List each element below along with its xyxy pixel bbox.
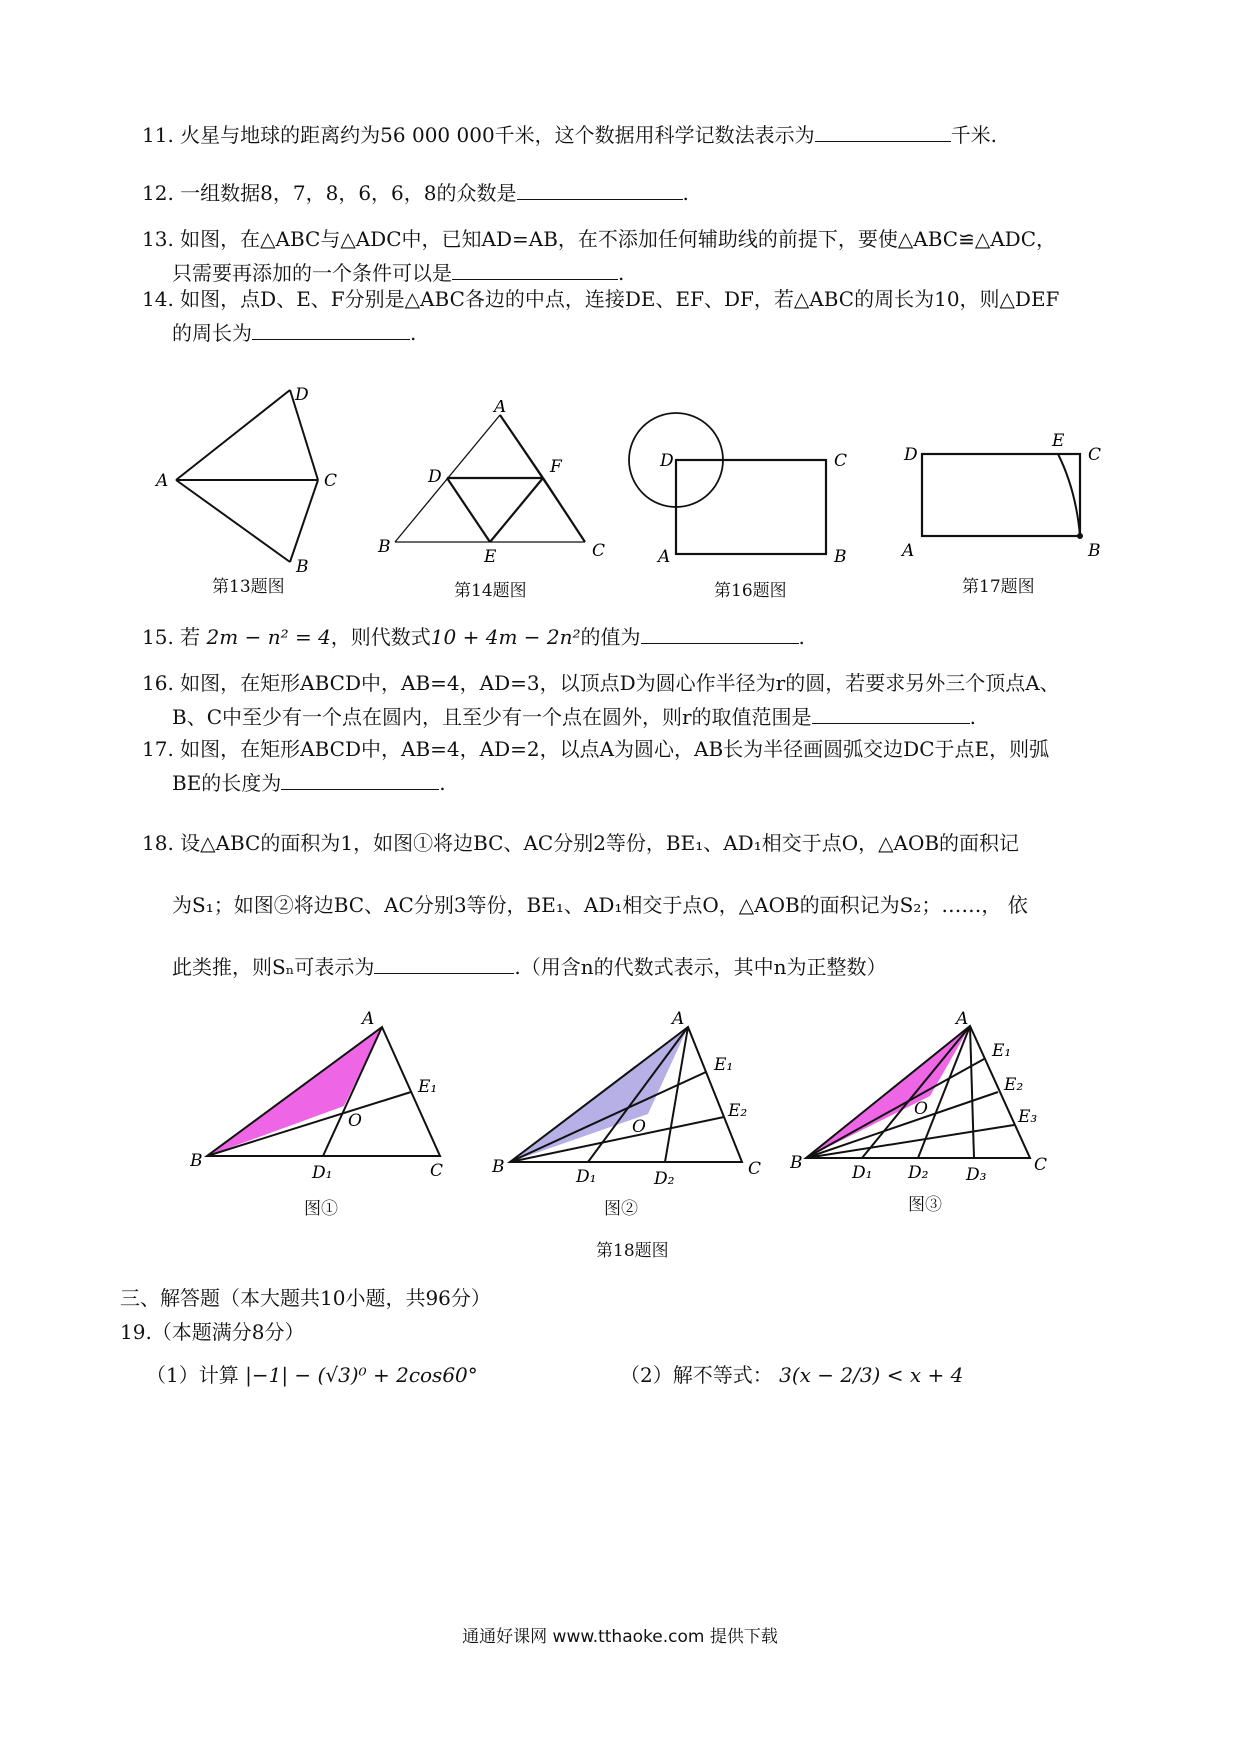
fig18-3-label-E1: E₁ xyxy=(992,1041,1012,1061)
fig14-edge-DE xyxy=(447,478,490,542)
fig17-label-C: C xyxy=(1088,445,1102,465)
q18-line1: 18. 设△ABC的面积为1，如图①将边BC、AC分别2等份，BE₁、AD₁相交于点O，△AOB的面积记 xyxy=(142,831,1020,855)
fig17-label-A: A xyxy=(902,541,915,561)
q12-text: 12. 一组数据8，7，8，6，6，8的众数是 xyxy=(142,181,517,205)
q14-end: . xyxy=(410,321,417,345)
q11-unit: 千米. xyxy=(950,123,998,147)
q16-answer-blank xyxy=(812,701,970,724)
q15-answer-blank xyxy=(641,621,799,644)
fig14-label-E: E xyxy=(484,547,497,567)
question-14 xyxy=(142,282,1122,350)
fig17-rectangle xyxy=(922,454,1080,536)
q18-line3a: 此类推，则Sₙ可表示为 xyxy=(172,955,375,979)
q12-answer-blank xyxy=(517,177,683,200)
question-16 xyxy=(142,666,1122,734)
fig14-label-F: F xyxy=(550,457,562,477)
figure-14 xyxy=(370,400,610,570)
fig13-edge-AD xyxy=(176,390,290,480)
question-11 xyxy=(142,118,1122,152)
fig18-1-label-O: O xyxy=(348,1111,362,1131)
fig16-rectangle xyxy=(676,460,826,554)
fig16-label-A: A xyxy=(658,547,671,567)
fig18-2-label-A: A xyxy=(672,1010,685,1029)
fig17-label-B: B xyxy=(1088,541,1101,561)
caption-fig17: 第17题图 xyxy=(962,577,1035,597)
fig16-label-D: D xyxy=(660,451,674,471)
caption-fig14: 第14题图 xyxy=(454,581,527,601)
fig18-1-label-D1: D₁ xyxy=(312,1163,333,1183)
q14-line2: 的周长为 xyxy=(172,321,252,345)
fig13-label-C: C xyxy=(324,471,338,491)
q19-part2-label: （2）解不等式： xyxy=(620,1363,773,1387)
q16-line2: B、C中至少有一个点在圆内，且至少有一个点在圆外，则r的取值范围是 xyxy=(172,705,812,729)
figure-18-3 xyxy=(790,1010,1070,1190)
fig13-edge-BC xyxy=(290,480,318,562)
fig18-3-label-D2: D₂ xyxy=(908,1163,929,1183)
figure-16 xyxy=(620,400,870,570)
caption-fig18-1: 图① xyxy=(304,1199,338,1219)
fig18-1-label-E1: E₁ xyxy=(418,1077,438,1097)
fig18-2-line-BE1 xyxy=(510,1072,706,1162)
q14-line1: 14. 如图，点D、E、F分别是△ABC各边的中点，连接DE、EF、DF，若△ABC的周长为10，则△DEF xyxy=(142,287,1060,311)
q15-expr-target: 10 + 4m − 2n² xyxy=(430,625,581,649)
question-18 xyxy=(142,812,1122,998)
caption-fig13: 第13题图 xyxy=(212,577,285,597)
fig17-point-B xyxy=(1077,533,1083,539)
fig18-2-label-D2: D₂ xyxy=(654,1169,675,1189)
question-12 xyxy=(142,176,1122,210)
q17-answer-blank xyxy=(281,767,439,790)
q11-answer-blank xyxy=(815,119,951,142)
caption-fig18-2: 图② xyxy=(604,1199,638,1219)
q13-answer-blank xyxy=(452,257,618,280)
fig16-label-C: C xyxy=(834,451,848,471)
q19-part1-label: （1）计算 xyxy=(146,1363,239,1387)
q15-text-a: 15. 若 xyxy=(142,625,201,649)
fig18-2-label-B: B xyxy=(492,1157,505,1177)
question-17 xyxy=(142,732,1122,800)
fig14-label-C: C xyxy=(592,541,606,561)
fig18-1-label-C: C xyxy=(430,1161,444,1181)
q15-end: . xyxy=(798,625,805,649)
q16-line1: 16. 如图，在矩形ABCD中，AB=4，AD=3，以顶点D为圆心作半径为r的圆，若要求另外三个顶点A、 xyxy=(142,671,1060,695)
fig18-3-label-O: O xyxy=(914,1099,928,1119)
fig18-1-label-A: A xyxy=(362,1010,375,1029)
fig18-3-label-C: C xyxy=(1034,1155,1048,1175)
q18-answer-blank xyxy=(374,951,514,974)
fig18-3-label-D1: D₁ xyxy=(852,1163,873,1183)
caption-fig18: 第18题图 xyxy=(596,1241,669,1261)
fig18-3-label-B: B xyxy=(790,1153,803,1173)
q17-line2: BE的长度为 xyxy=(172,771,282,795)
question-19-title: 19.（本题满分8分） xyxy=(120,1320,305,1344)
q13-line1: 13. 如图，在△ABC与△ADC中，已知AD=AB，在不添加任何辅助线的前提下，要使△ABC≌△ADC， xyxy=(142,227,1057,251)
q15-text-c: 的值为 xyxy=(580,625,641,649)
fig18-3-label-E2: E₂ xyxy=(1004,1075,1024,1095)
question-19-part1 xyxy=(146,1358,596,1392)
figure-17 xyxy=(890,420,1120,570)
fig18-2-label-D1: D₁ xyxy=(576,1167,597,1187)
fig13-edge-AB xyxy=(176,480,290,562)
fig18-3-line-AD3 xyxy=(970,1026,974,1158)
fig18-3-line-AD1 xyxy=(862,1026,970,1158)
q17-end: . xyxy=(439,771,446,795)
question-15 xyxy=(142,620,1122,654)
fig13-label-B: B xyxy=(296,557,309,577)
fig18-2-label-C: C xyxy=(748,1159,762,1179)
q11-text: 11. 火星与地球的距离约为56 000 000千米，这个数据用科学记数法表示为 xyxy=(142,123,815,147)
fig13-label-A: A xyxy=(156,471,169,491)
fig16-label-B: B xyxy=(834,547,847,567)
fig18-3-label-D3: D₃ xyxy=(966,1165,987,1185)
caption-fig16: 第16题图 xyxy=(714,581,787,601)
fig17-arc-BE xyxy=(1058,454,1080,536)
section-3-heading: 三、解答题（本大题共10小题，共96分） xyxy=(120,1286,491,1310)
figure-13 xyxy=(140,380,370,580)
fig18-1-label-B: B xyxy=(190,1151,203,1171)
question-13 xyxy=(142,222,1122,290)
page-footer: 通通好课网 www.tthaoke.com 提供下载 xyxy=(462,1627,778,1647)
fig14-edge-FC xyxy=(543,478,585,542)
q15-expr-condition: 2m − n² = 4 xyxy=(206,625,331,649)
caption-fig18-3: 图③ xyxy=(908,1195,942,1215)
fig18-2-label-E1: E₁ xyxy=(714,1055,734,1075)
q14-answer-blank xyxy=(252,317,410,340)
q15-text-b: ，则代数式 xyxy=(330,625,431,649)
figure-18-2 xyxy=(490,1010,770,1190)
fig17-label-E: E xyxy=(1052,431,1065,451)
fig18-3-label-A: A xyxy=(956,1010,969,1029)
q19-part2-expr: 3(x − 2/3) < x + 4 xyxy=(779,1363,964,1387)
fig18-2-label-E2: E₂ xyxy=(728,1101,748,1121)
fig18-3-label-E3: E₃ xyxy=(1018,1107,1038,1127)
fig14-edge-EF xyxy=(490,478,543,542)
figure-18-1 xyxy=(190,1010,460,1190)
fig18-2-label-O: O xyxy=(632,1117,646,1137)
q18-line3b: .（用含n的代数式表示，其中n为正整数） xyxy=(514,955,887,979)
question-19-part2 xyxy=(620,1358,1080,1392)
q19-part1-expr: |−1| − (√3)⁰ + 2cos60° xyxy=(245,1363,478,1387)
q13-end: . xyxy=(618,261,625,285)
fig14-edge-AF xyxy=(500,415,543,478)
q17-line1: 17. 如图，在矩形ABCD中，AB=4，AD=2，以点A为圆心，AB长为半径画圆弧交边DC于点E，则弧 xyxy=(142,737,1050,761)
q18-line2: 为S₁；如图②将边BC、AC分别3等份，BE₁、AD₁相交于点O，△AOB的面积记为S₂；……， 依 xyxy=(172,893,1028,917)
q12-end: . xyxy=(682,181,689,205)
fig14-label-A: A xyxy=(494,400,507,417)
fig14-label-D: D xyxy=(428,467,442,487)
fig13-label-D: D xyxy=(295,385,309,405)
fig17-label-D: D xyxy=(904,445,918,465)
q16-end: . xyxy=(969,705,976,729)
q13-line2: 只需要再添加的一个条件可以是 xyxy=(172,261,452,285)
fig14-label-B: B xyxy=(378,537,391,557)
